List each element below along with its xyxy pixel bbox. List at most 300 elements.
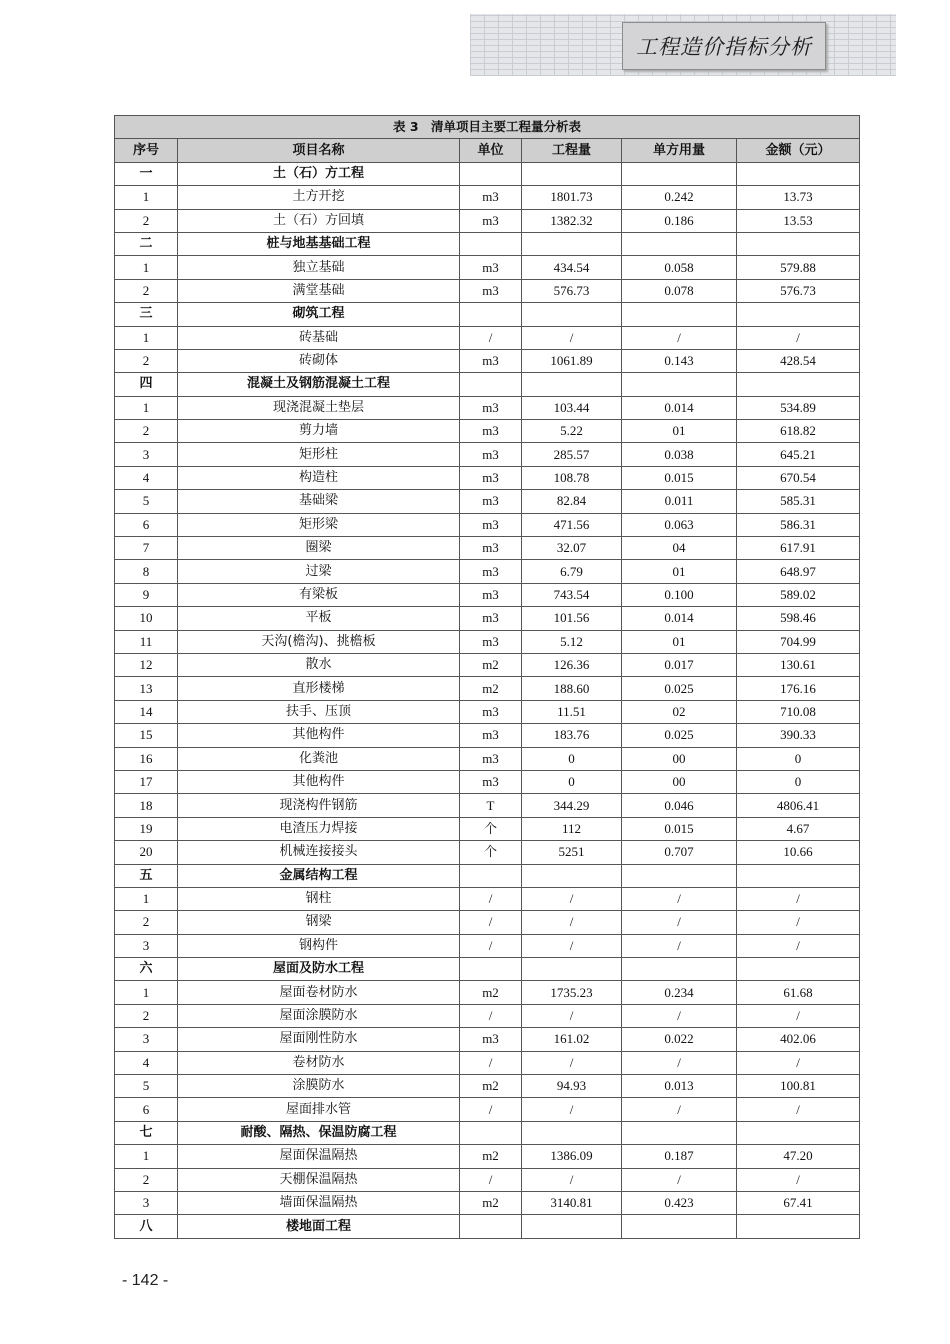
usage-cell: 01 bbox=[622, 420, 737, 443]
item-name: 天棚保温隔热 bbox=[178, 1168, 460, 1191]
unit-cell: / bbox=[460, 1051, 522, 1074]
row-number: 15 bbox=[115, 724, 178, 747]
amount-cell: 710.08 bbox=[737, 700, 860, 723]
amount-cell: 579.88 bbox=[737, 256, 860, 279]
item-name: 平板 bbox=[178, 607, 460, 630]
row-number: 1 bbox=[115, 981, 178, 1004]
quantity-analysis-table bbox=[114, 115, 860, 1239]
quantity-cell: 285.57 bbox=[522, 443, 622, 466]
amount-cell: 617.91 bbox=[737, 537, 860, 560]
quantity-cell: 11.51 bbox=[522, 700, 622, 723]
section-number: 四 bbox=[115, 373, 178, 396]
table-row bbox=[115, 794, 860, 817]
unit-cell bbox=[460, 958, 522, 981]
table-body bbox=[115, 162, 860, 1238]
amount-cell: 645.21 bbox=[737, 443, 860, 466]
table-row bbox=[115, 420, 860, 443]
quantity-cell: 1061.89 bbox=[522, 349, 622, 372]
item-name: 机械连接接头 bbox=[178, 841, 460, 864]
usage-cell: 0.025 bbox=[622, 724, 737, 747]
item-name: 屋面排水管 bbox=[178, 1098, 460, 1121]
amount-cell: 0 bbox=[737, 770, 860, 793]
item-name: 散水 bbox=[178, 653, 460, 676]
amount-cell: 47.20 bbox=[737, 1145, 860, 1168]
table-row bbox=[115, 1098, 860, 1121]
quantity-cell bbox=[522, 958, 622, 981]
row-number: 20 bbox=[115, 841, 178, 864]
item-name: 其他构件 bbox=[178, 724, 460, 747]
amount-cell: 648.97 bbox=[737, 560, 860, 583]
row-number: 16 bbox=[115, 747, 178, 770]
table-row bbox=[115, 256, 860, 279]
table-row bbox=[115, 326, 860, 349]
section-title: 混凝土及钢筋混凝土工程 bbox=[178, 373, 460, 396]
amount-cell: 67.41 bbox=[737, 1191, 860, 1214]
quantity-cell: 112 bbox=[522, 817, 622, 840]
amount-cell: 13.73 bbox=[737, 186, 860, 209]
amount-cell: / bbox=[737, 1098, 860, 1121]
section-title: 桩与地基基础工程 bbox=[178, 232, 460, 255]
amount-cell: / bbox=[737, 1168, 860, 1191]
usage-cell: 0.143 bbox=[622, 349, 737, 372]
unit-cell: m2 bbox=[460, 1145, 522, 1168]
unit-cell: m3 bbox=[460, 490, 522, 513]
table-row bbox=[115, 1051, 860, 1074]
amount-cell: 589.02 bbox=[737, 583, 860, 606]
amount-cell: 585.31 bbox=[737, 490, 860, 513]
table-row bbox=[115, 583, 860, 606]
amount-cell: 576.73 bbox=[737, 279, 860, 302]
table-row bbox=[115, 724, 860, 747]
row-number: 17 bbox=[115, 770, 178, 793]
amount-cell: 13.53 bbox=[737, 209, 860, 232]
section-row bbox=[115, 232, 860, 255]
usage-cell bbox=[622, 162, 737, 185]
row-number: 5 bbox=[115, 490, 178, 513]
unit-cell: m2 bbox=[460, 1191, 522, 1214]
table-row bbox=[115, 560, 860, 583]
item-name: 墙面保温隔热 bbox=[178, 1191, 460, 1214]
usage-cell: 0.011 bbox=[622, 490, 737, 513]
row-number: 10 bbox=[115, 607, 178, 630]
usage-cell: 0.063 bbox=[622, 513, 737, 536]
unit-cell: m2 bbox=[460, 653, 522, 676]
quantity-cell bbox=[522, 864, 622, 887]
quantity-cell: 94.93 bbox=[522, 1075, 622, 1098]
table-row bbox=[115, 396, 860, 419]
usage-cell bbox=[622, 232, 737, 255]
usage-cell: 0.058 bbox=[622, 256, 737, 279]
item-name: 其他构件 bbox=[178, 770, 460, 793]
table-row bbox=[115, 490, 860, 513]
item-name: 满堂基础 bbox=[178, 279, 460, 302]
usage-cell bbox=[622, 373, 737, 396]
unit-cell: m3 bbox=[460, 443, 522, 466]
unit-cell: m3 bbox=[460, 396, 522, 419]
quantity-cell: / bbox=[522, 1051, 622, 1074]
usage-cell: 0.046 bbox=[622, 794, 737, 817]
item-name: 剪力墙 bbox=[178, 420, 460, 443]
row-number: 2 bbox=[115, 349, 178, 372]
column-header-unit: 单位 bbox=[460, 139, 522, 162]
quantity-cell: 1382.32 bbox=[522, 209, 622, 232]
item-name: 构造柱 bbox=[178, 466, 460, 489]
section-row bbox=[115, 162, 860, 185]
item-name: 砖基础 bbox=[178, 326, 460, 349]
table-row bbox=[115, 1075, 860, 1098]
table-row bbox=[115, 513, 860, 536]
row-number: 3 bbox=[115, 1028, 178, 1051]
row-number: 5 bbox=[115, 1075, 178, 1098]
item-name: 砖砌体 bbox=[178, 349, 460, 372]
unit-cell bbox=[460, 162, 522, 185]
usage-cell: 0.423 bbox=[622, 1191, 737, 1214]
section-row bbox=[115, 958, 860, 981]
section-title: 屋面及防水工程 bbox=[178, 958, 460, 981]
table-row bbox=[115, 349, 860, 372]
quantity-cell: 108.78 bbox=[522, 466, 622, 489]
quantity-cell: / bbox=[522, 887, 622, 910]
usage-cell: 01 bbox=[622, 560, 737, 583]
amount-cell: / bbox=[737, 326, 860, 349]
quantity-cell: 6.79 bbox=[522, 560, 622, 583]
item-name: 土方开挖 bbox=[178, 186, 460, 209]
unit-cell: m3 bbox=[460, 466, 522, 489]
unit-cell: m3 bbox=[460, 607, 522, 630]
row-number: 3 bbox=[115, 443, 178, 466]
column-header-no: 序号 bbox=[115, 139, 178, 162]
usage-cell: 00 bbox=[622, 747, 737, 770]
row-number: 1 bbox=[115, 1145, 178, 1168]
usage-cell: 0.015 bbox=[622, 466, 737, 489]
table-row bbox=[115, 1145, 860, 1168]
usage-cell: / bbox=[622, 326, 737, 349]
amount-cell: 534.89 bbox=[737, 396, 860, 419]
usage-cell bbox=[622, 303, 737, 326]
table-row bbox=[115, 934, 860, 957]
column-header-quantity: 工程量 bbox=[522, 139, 622, 162]
table-row bbox=[115, 911, 860, 934]
unit-cell: m3 bbox=[460, 747, 522, 770]
amount-cell: / bbox=[737, 911, 860, 934]
column-header-name: 项目名称 bbox=[178, 139, 460, 162]
row-number: 7 bbox=[115, 537, 178, 560]
usage-cell bbox=[622, 1121, 737, 1144]
row-number: 1 bbox=[115, 186, 178, 209]
item-name: 卷材防水 bbox=[178, 1051, 460, 1074]
row-number: 1 bbox=[115, 887, 178, 910]
table-row bbox=[115, 1028, 860, 1051]
usage-cell: 0.234 bbox=[622, 981, 737, 1004]
section-row bbox=[115, 1215, 860, 1238]
amount-cell: 10.66 bbox=[737, 841, 860, 864]
table-row bbox=[115, 630, 860, 653]
unit-cell: m2 bbox=[460, 1075, 522, 1098]
quantity-cell: 188.60 bbox=[522, 677, 622, 700]
unit-cell: / bbox=[460, 1004, 522, 1027]
amount-cell: 704.99 bbox=[737, 630, 860, 653]
amount-cell: 618.82 bbox=[737, 420, 860, 443]
quantity-cell: 101.56 bbox=[522, 607, 622, 630]
header-title: 工程造价指标分析 bbox=[636, 35, 812, 59]
unit-cell bbox=[460, 1121, 522, 1144]
amount-cell: 176.16 bbox=[737, 677, 860, 700]
amount-cell: 428.54 bbox=[737, 349, 860, 372]
quantity-cell: / bbox=[522, 326, 622, 349]
section-number: 一 bbox=[115, 162, 178, 185]
unit-cell: m3 bbox=[460, 256, 522, 279]
section-row bbox=[115, 1121, 860, 1144]
usage-cell: 0.015 bbox=[622, 817, 737, 840]
quantity-cell: 576.73 bbox=[522, 279, 622, 302]
usage-cell: / bbox=[622, 1004, 737, 1027]
section-title: 耐酸、隔热、保温防腐工程 bbox=[178, 1121, 460, 1144]
quantity-cell: 1801.73 bbox=[522, 186, 622, 209]
usage-cell: 0.242 bbox=[622, 186, 737, 209]
usage-cell: 0.100 bbox=[622, 583, 737, 606]
unit-cell: / bbox=[460, 911, 522, 934]
unit-cell: / bbox=[460, 326, 522, 349]
table-caption: 表 3 清单项目主要工程量分析表 bbox=[115, 116, 860, 139]
quantity-cell: 161.02 bbox=[522, 1028, 622, 1051]
table-row bbox=[115, 466, 860, 489]
unit-cell: / bbox=[460, 1098, 522, 1121]
quantity-cell: 32.07 bbox=[522, 537, 622, 560]
usage-cell: / bbox=[622, 1168, 737, 1191]
quantity-cell: / bbox=[522, 1168, 622, 1191]
row-number: 12 bbox=[115, 653, 178, 676]
usage-cell: 02 bbox=[622, 700, 737, 723]
amount-cell: / bbox=[737, 934, 860, 957]
amount-cell bbox=[737, 232, 860, 255]
quantity-cell: 471.56 bbox=[522, 513, 622, 536]
row-number: 4 bbox=[115, 1051, 178, 1074]
row-number: 6 bbox=[115, 513, 178, 536]
table-row bbox=[115, 1004, 860, 1027]
row-number: 4 bbox=[115, 466, 178, 489]
row-number: 2 bbox=[115, 279, 178, 302]
usage-cell: 0.038 bbox=[622, 443, 737, 466]
row-number: 1 bbox=[115, 396, 178, 419]
table-row bbox=[115, 607, 860, 630]
quantity-cell: 5251 bbox=[522, 841, 622, 864]
item-name: 屋面涂膜防水 bbox=[178, 1004, 460, 1027]
quantity-cell: 5.22 bbox=[522, 420, 622, 443]
unit-cell: m3 bbox=[460, 209, 522, 232]
item-name: 电渣压力焊接 bbox=[178, 817, 460, 840]
usage-cell bbox=[622, 958, 737, 981]
row-number: 2 bbox=[115, 1004, 178, 1027]
unit-cell: 个 bbox=[460, 817, 522, 840]
item-name: 现浇构件钢筋 bbox=[178, 794, 460, 817]
unit-cell: m3 bbox=[460, 186, 522, 209]
amount-cell bbox=[737, 303, 860, 326]
usage-cell: 0.707 bbox=[622, 841, 737, 864]
table-row bbox=[115, 537, 860, 560]
amount-cell: 4806.41 bbox=[737, 794, 860, 817]
table-row bbox=[115, 186, 860, 209]
item-name: 天沟(檐沟)、挑檐板 bbox=[178, 630, 460, 653]
quantity-cell: / bbox=[522, 1004, 622, 1027]
item-name: 涂膜防水 bbox=[178, 1075, 460, 1098]
section-number: 二 bbox=[115, 232, 178, 255]
usage-cell: 04 bbox=[622, 537, 737, 560]
amount-cell: / bbox=[737, 1004, 860, 1027]
item-name: 屋面保温隔热 bbox=[178, 1145, 460, 1168]
section-number: 六 bbox=[115, 958, 178, 981]
usage-cell: 0.187 bbox=[622, 1145, 737, 1168]
quantity-cell bbox=[522, 1215, 622, 1238]
item-name: 矩形梁 bbox=[178, 513, 460, 536]
quantity-cell: 743.54 bbox=[522, 583, 622, 606]
amount-cell: 4.67 bbox=[737, 817, 860, 840]
quantity-cell bbox=[522, 162, 622, 185]
usage-cell: 0.078 bbox=[622, 279, 737, 302]
unit-cell: 个 bbox=[460, 841, 522, 864]
table-row bbox=[115, 443, 860, 466]
amount-cell bbox=[737, 864, 860, 887]
amount-cell: / bbox=[737, 887, 860, 910]
unit-cell: m3 bbox=[460, 537, 522, 560]
section-number: 七 bbox=[115, 1121, 178, 1144]
table-row bbox=[115, 1168, 860, 1191]
column-header-usage: 单方用量 bbox=[622, 139, 737, 162]
amount-cell: 0 bbox=[737, 747, 860, 770]
item-name: 有梁板 bbox=[178, 583, 460, 606]
quantity-cell bbox=[522, 1121, 622, 1144]
quantity-cell: / bbox=[522, 934, 622, 957]
header-banner bbox=[622, 22, 826, 70]
row-number: 18 bbox=[115, 794, 178, 817]
usage-cell: / bbox=[622, 934, 737, 957]
table-row bbox=[115, 209, 860, 232]
section-row bbox=[115, 303, 860, 326]
amount-cell: 390.33 bbox=[737, 724, 860, 747]
amount-cell bbox=[737, 958, 860, 981]
unit-cell bbox=[460, 1215, 522, 1238]
quantity-cell: 434.54 bbox=[522, 256, 622, 279]
unit-cell: m3 bbox=[460, 1028, 522, 1051]
unit-cell: m3 bbox=[460, 420, 522, 443]
unit-cell bbox=[460, 373, 522, 396]
row-number: 1 bbox=[115, 326, 178, 349]
unit-cell: m2 bbox=[460, 677, 522, 700]
item-name: 化粪池 bbox=[178, 747, 460, 770]
item-name: 钢梁 bbox=[178, 911, 460, 934]
table-row bbox=[115, 887, 860, 910]
section-number: 五 bbox=[115, 864, 178, 887]
row-number: 9 bbox=[115, 583, 178, 606]
quantity-cell: 183.76 bbox=[522, 724, 622, 747]
quantity-cell: / bbox=[522, 1098, 622, 1121]
amount-cell: 61.68 bbox=[737, 981, 860, 1004]
quantity-cell: 126.36 bbox=[522, 653, 622, 676]
item-name: 独立基础 bbox=[178, 256, 460, 279]
unit-cell: / bbox=[460, 1168, 522, 1191]
unit-cell: m3 bbox=[460, 349, 522, 372]
quantity-cell bbox=[522, 303, 622, 326]
unit-cell: m3 bbox=[460, 513, 522, 536]
table-row bbox=[115, 700, 860, 723]
amount-cell bbox=[737, 373, 860, 396]
amount-cell: 130.61 bbox=[737, 653, 860, 676]
row-number: 3 bbox=[115, 1191, 178, 1214]
amount-cell bbox=[737, 1215, 860, 1238]
row-number: 13 bbox=[115, 677, 178, 700]
row-number: 14 bbox=[115, 700, 178, 723]
unit-cell: / bbox=[460, 934, 522, 957]
row-number: 8 bbox=[115, 560, 178, 583]
table-row bbox=[115, 747, 860, 770]
section-row bbox=[115, 864, 860, 887]
quantity-cell bbox=[522, 373, 622, 396]
item-name: 钢构件 bbox=[178, 934, 460, 957]
amount-cell: 586.31 bbox=[737, 513, 860, 536]
usage-cell: 0.025 bbox=[622, 677, 737, 700]
table-row bbox=[115, 279, 860, 302]
item-name: 直形楼梯 bbox=[178, 677, 460, 700]
amount-cell bbox=[737, 162, 860, 185]
row-number: 6 bbox=[115, 1098, 178, 1121]
row-number: 2 bbox=[115, 420, 178, 443]
item-name: 钢柱 bbox=[178, 887, 460, 910]
section-number: 三 bbox=[115, 303, 178, 326]
row-number: 19 bbox=[115, 817, 178, 840]
unit-cell: m2 bbox=[460, 981, 522, 1004]
unit-cell bbox=[460, 232, 522, 255]
column-header-amount: 金额（元） bbox=[737, 139, 860, 162]
table-row bbox=[115, 841, 860, 864]
usage-cell bbox=[622, 1215, 737, 1238]
quantity-cell: 1735.23 bbox=[522, 981, 622, 1004]
quantity-cell: 5.12 bbox=[522, 630, 622, 653]
item-name: 现浇混凝土垫层 bbox=[178, 396, 460, 419]
item-name: 扶手、压顶 bbox=[178, 700, 460, 723]
item-name: 过梁 bbox=[178, 560, 460, 583]
row-number: 1 bbox=[115, 256, 178, 279]
quantity-cell: 1386.09 bbox=[522, 1145, 622, 1168]
amount-cell: 670.54 bbox=[737, 466, 860, 489]
amount-cell bbox=[737, 1121, 860, 1144]
quantity-cell bbox=[522, 232, 622, 255]
row-number: 2 bbox=[115, 209, 178, 232]
usage-cell: 0.014 bbox=[622, 396, 737, 419]
usage-cell: 0.017 bbox=[622, 653, 737, 676]
page-number: - 142 - bbox=[122, 1272, 169, 1289]
table-row bbox=[115, 677, 860, 700]
table-row bbox=[115, 981, 860, 1004]
row-number: 2 bbox=[115, 911, 178, 934]
amount-cell: 100.81 bbox=[737, 1075, 860, 1098]
unit-cell bbox=[460, 303, 522, 326]
amount-cell: 598.46 bbox=[737, 607, 860, 630]
usage-cell bbox=[622, 864, 737, 887]
item-name: 圈梁 bbox=[178, 537, 460, 560]
section-row bbox=[115, 373, 860, 396]
quantity-cell: 0 bbox=[522, 747, 622, 770]
table-caption-row bbox=[115, 116, 860, 139]
section-title: 金属结构工程 bbox=[178, 864, 460, 887]
row-number: 3 bbox=[115, 934, 178, 957]
table-row bbox=[115, 653, 860, 676]
item-name: 土（石）方回填 bbox=[178, 209, 460, 232]
item-name: 屋面卷材防水 bbox=[178, 981, 460, 1004]
usage-cell: / bbox=[622, 1098, 737, 1121]
row-number: 2 bbox=[115, 1168, 178, 1191]
unit-cell: m3 bbox=[460, 630, 522, 653]
table-header-row bbox=[115, 139, 860, 162]
unit-cell: m3 bbox=[460, 724, 522, 747]
